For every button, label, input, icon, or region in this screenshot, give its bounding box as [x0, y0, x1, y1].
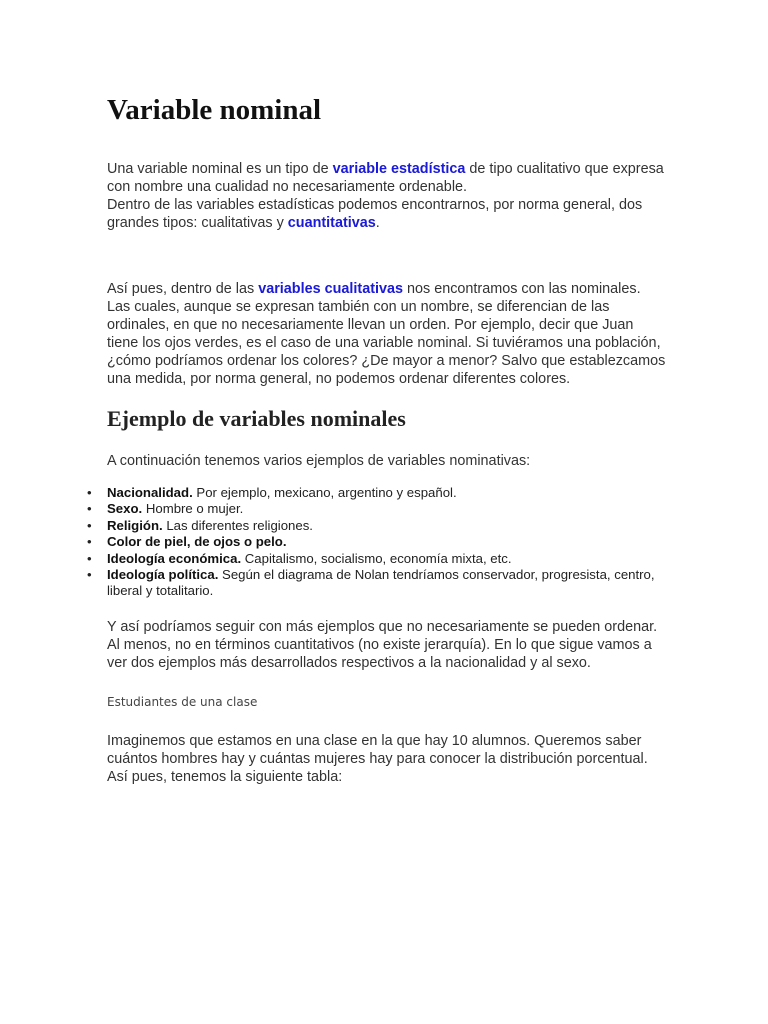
- example-term: Ideología política.: [107, 567, 219, 583]
- bullet-icon: •: [87, 567, 92, 583]
- bullet-icon: •: [87, 501, 92, 517]
- list-item: [87, 534, 667, 550]
- example-description: Según el diagrama de Nolan tendríamos conservador, progresista, centro, liberal y totalitario.: [107, 567, 655, 599]
- example-term: Nacionalidad.: [107, 485, 193, 500]
- example-description: Las diferentes religiones.: [162, 517, 313, 533]
- variable-estadistica-link[interactable]: variable estadística: [332, 161, 466, 177]
- section-title: Ejemplo de variables nominales: [107, 406, 406, 431]
- example-term: Religión.: [107, 517, 163, 533]
- example-description: Por ejemplo, mexicano, argentino y español.: [192, 485, 457, 500]
- spacer: [107, 232, 667, 270]
- list-item: [87, 485, 667, 501]
- list-item: [87, 501, 667, 517]
- example-term: Color de piel, de ojos o pelo.: [107, 534, 287, 550]
- bullet-icon: •: [87, 534, 92, 550]
- section-intro: A continuación tenemos varios ejemplos de variables nominativas:: [107, 453, 531, 469]
- intro-text-2: de tipo cualitativo que expresa con nombre una cualidad no necesariamente ordenable.: [107, 161, 664, 195]
- bullet-icon: •: [87, 550, 92, 566]
- students-paragraph: Imaginemos que estamos en una clase en la que hay 10 alumnos. Queremos saber cuántos hombres hay y cuántas mujeres hay para conocer la distribución porcentual. Así pues, tenemos la siguiente tabla:: [107, 732, 648, 785]
- qualitative-paragraph: [107, 280, 667, 388]
- bullet-icon: •: [87, 485, 92, 500]
- intro-text-3: Dentro de las variables estadísticas podemos encontrarnos, por norma general, dos grandes tipos: cualitativas y: [107, 197, 643, 231]
- variables-cualitativas-link[interactable]: variables cualitativas: [258, 281, 403, 297]
- bullet-icon: •: [87, 517, 92, 533]
- examples-list: [87, 485, 667, 600]
- page-title: Variable nominal: [107, 94, 322, 126]
- cuantitativas-link[interactable]: cuantitativas: [287, 215, 376, 231]
- conclusion-paragraph: Y así podríamos seguir con más ejemplos que no necesariamente se pueden ordenar. Al menos, no en términos cuantitativos (no existe jerarquía). En lo que sigue vamos a ver dos ejemplos más desarrollados respectivos a la nacionalidad y al sexo.: [107, 618, 658, 671]
- document-page: [87, 90, 667, 786]
- para2-text-2: nos encontramos con las nominales. Las cuales, aunque se expresan también con un nombre, se diferencian de las ordinales, en que no necesariamente llevan un orden. Por ejemplo, decir que Juan tiene los ojos verdes, es el caso de una variable nominal. Si tuviéramos una población, ¿cómo podríamos ordenar los colores? ¿De mayor a menor? Salvo que establezcamos una medida, por norma general, no podemos ordenar diferentes colores.: [107, 281, 666, 387]
- para2-text-1: Así pues, dentro de las: [107, 281, 259, 297]
- subheading: Estudiantes de una clase: [107, 694, 258, 709]
- intro-paragraph: [107, 160, 667, 232]
- example-term: Ideología económica.: [107, 550, 242, 566]
- example-description: Hombre o mujer.: [142, 501, 244, 517]
- example-description: Capitalismo, socialismo, economía mixta, etc.: [241, 550, 512, 566]
- example-term: Sexo.: [107, 501, 143, 517]
- list-item: [87, 517, 667, 534]
- intro-text-1: Una variable nominal es un tipo de: [107, 161, 333, 177]
- intro-text-4: .: [375, 215, 380, 231]
- list-item: [87, 550, 667, 567]
- list-item: [87, 567, 667, 600]
